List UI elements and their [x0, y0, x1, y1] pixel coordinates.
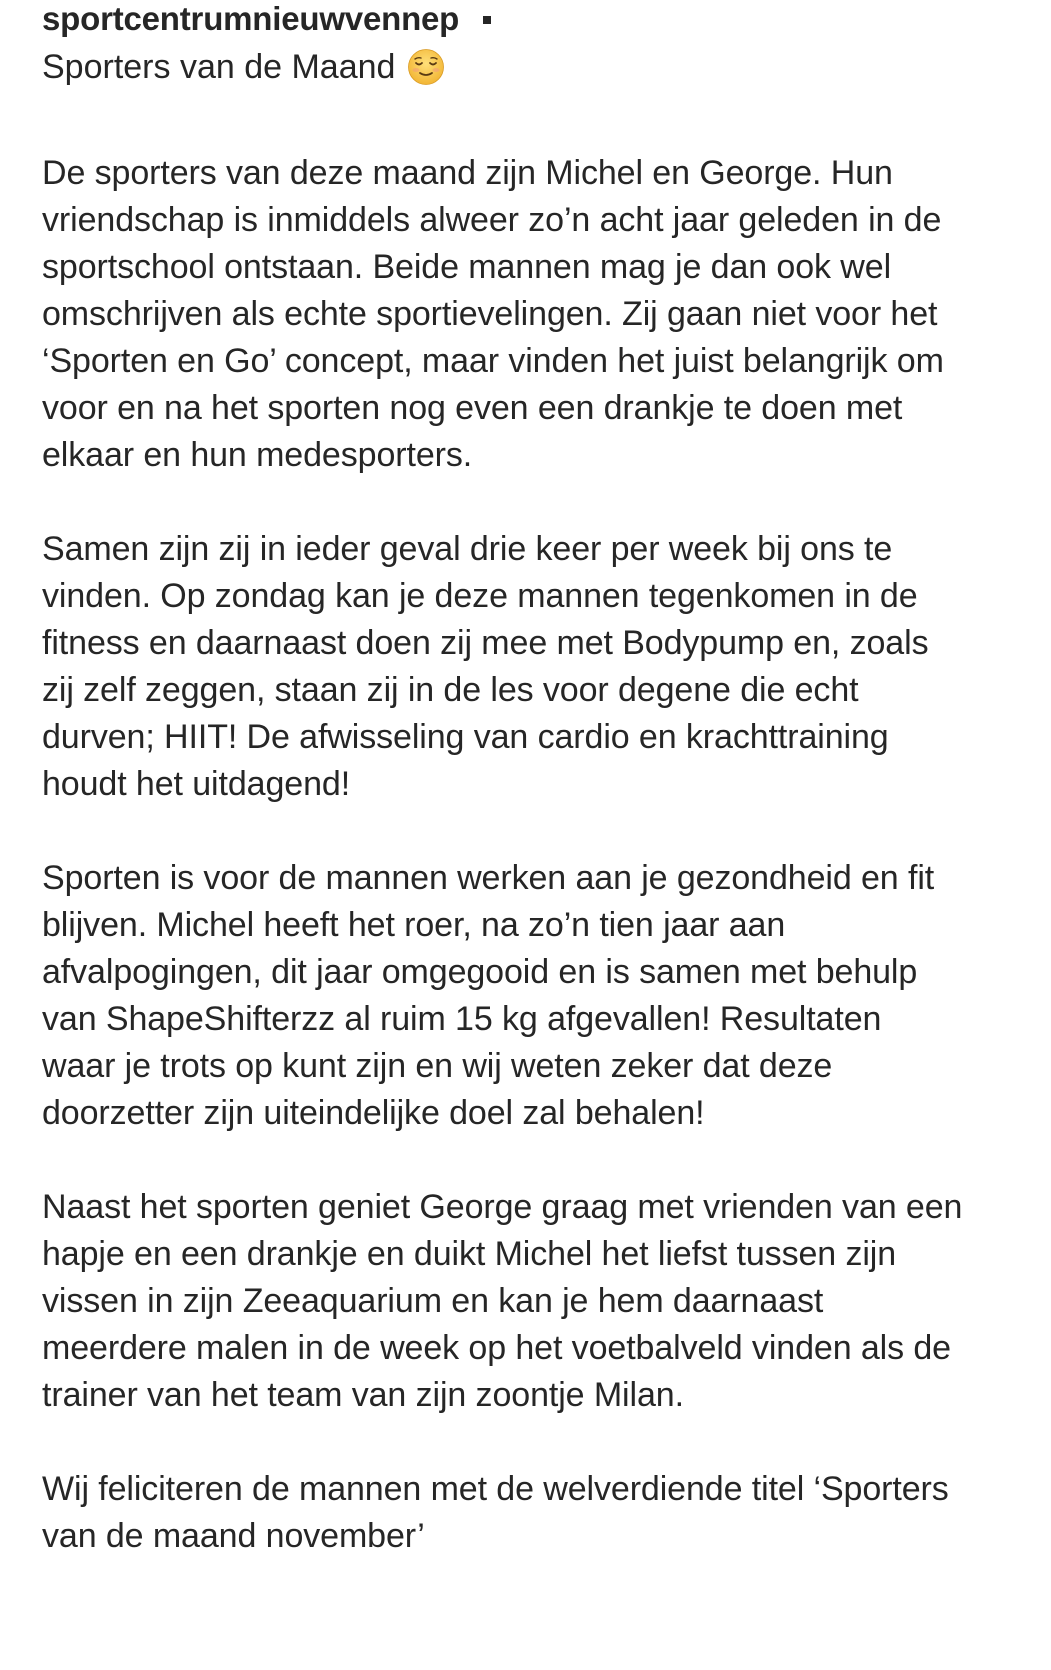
caption-line: durven; HIIT! De afwisseling van cardio en krachttraining: [42, 718, 889, 756]
caption-body: [42, 150, 1032, 1560]
caption-paragraph: [42, 855, 1032, 1137]
caption-line: Sporten is voor de mannen werken aan je gezondheid en fit: [42, 859, 935, 897]
separator-dot: [483, 16, 491, 24]
caption-title: [42, 42, 1032, 92]
caption-paragraph: [42, 150, 1032, 479]
caption-line: sportschool ontstaan. Beide mannen mag je dan ook wel: [42, 248, 892, 286]
caption-line: blijven. Michel heeft het roer, na zo’n tien jaar aan: [42, 906, 786, 944]
caption-line: voor en na het sporten nog even een drankje te doen met: [42, 389, 903, 427]
caption-line: vissen in zijn Zeeaquarium en kan je hem daarnaast: [42, 1282, 824, 1320]
username-link[interactable]: sportcentrumnieuwvennep: [42, 0, 460, 37]
caption-line: houdt het uitdagend!: [42, 765, 351, 803]
caption-line: fitness en daarnaast doen zij mee met Bodypump en, zoals: [42, 624, 929, 662]
caption-line: Naast het sporten geniet George graag met vrienden van een: [42, 1188, 963, 1226]
caption-line: De sporters van deze maand zijn Michel en George. Hun: [42, 154, 893, 192]
caption-line: van de maand november’: [42, 1517, 425, 1555]
caption-line: vriendschap is inmiddels alweer zo’n acht jaar geleden in de: [42, 201, 942, 239]
caption-paragraph: [42, 526, 1032, 808]
caption-line: afvalpogingen, dit jaar omgegooid en is samen met behulp: [42, 953, 918, 991]
caption-line: meerdere malen in de week op het voetbalveld vinden als de: [42, 1329, 951, 1367]
caption-line: van ShapeShifterzz al ruim 15 kg afgevallen! Resultaten: [42, 1000, 882, 1038]
caption-line: vinden. Op zondag kan je deze mannen tegenkomen in de: [42, 577, 918, 615]
caption-line: Wij feliciteren de mannen met de welverdiende titel ‘Sporters: [42, 1470, 949, 1508]
caption-line: hapje en een drankje en duikt Michel het liefst tussen zijn: [42, 1235, 897, 1273]
caption-title-text: Sporters van de Maand: [42, 48, 396, 86]
caption-line: doorzetter zijn uiteindelijke doel zal behalen!: [42, 1094, 705, 1132]
caption-line: omschrijven als echte sportievelingen. Zij gaan niet voor het: [42, 295, 938, 333]
caption-paragraph: [42, 1466, 1032, 1560]
caption-line: Samen zijn zij in ieder geval drie keer per week bij ons te: [42, 530, 893, 568]
caption-line: zij zelf zeggen, staan zij in de les voor degene die echt: [42, 671, 859, 709]
caption-line: waar je trots op kunt zijn en wij weten zeker dat deze: [42, 1047, 833, 1085]
caption-line: ‘Sporten en Go’ concept, maar vinden het juist belangrijk om: [42, 342, 944, 380]
relieved-face-emoji-icon: [407, 48, 445, 86]
caption-line: trainer van het team van zijn zoontje Milan.: [42, 1376, 684, 1414]
post-caption: [42, 0, 1032, 1560]
post-header: [42, 0, 1032, 38]
caption-line: elkaar en hun medesporters.: [42, 436, 473, 474]
caption-paragraph: [42, 1184, 1032, 1419]
